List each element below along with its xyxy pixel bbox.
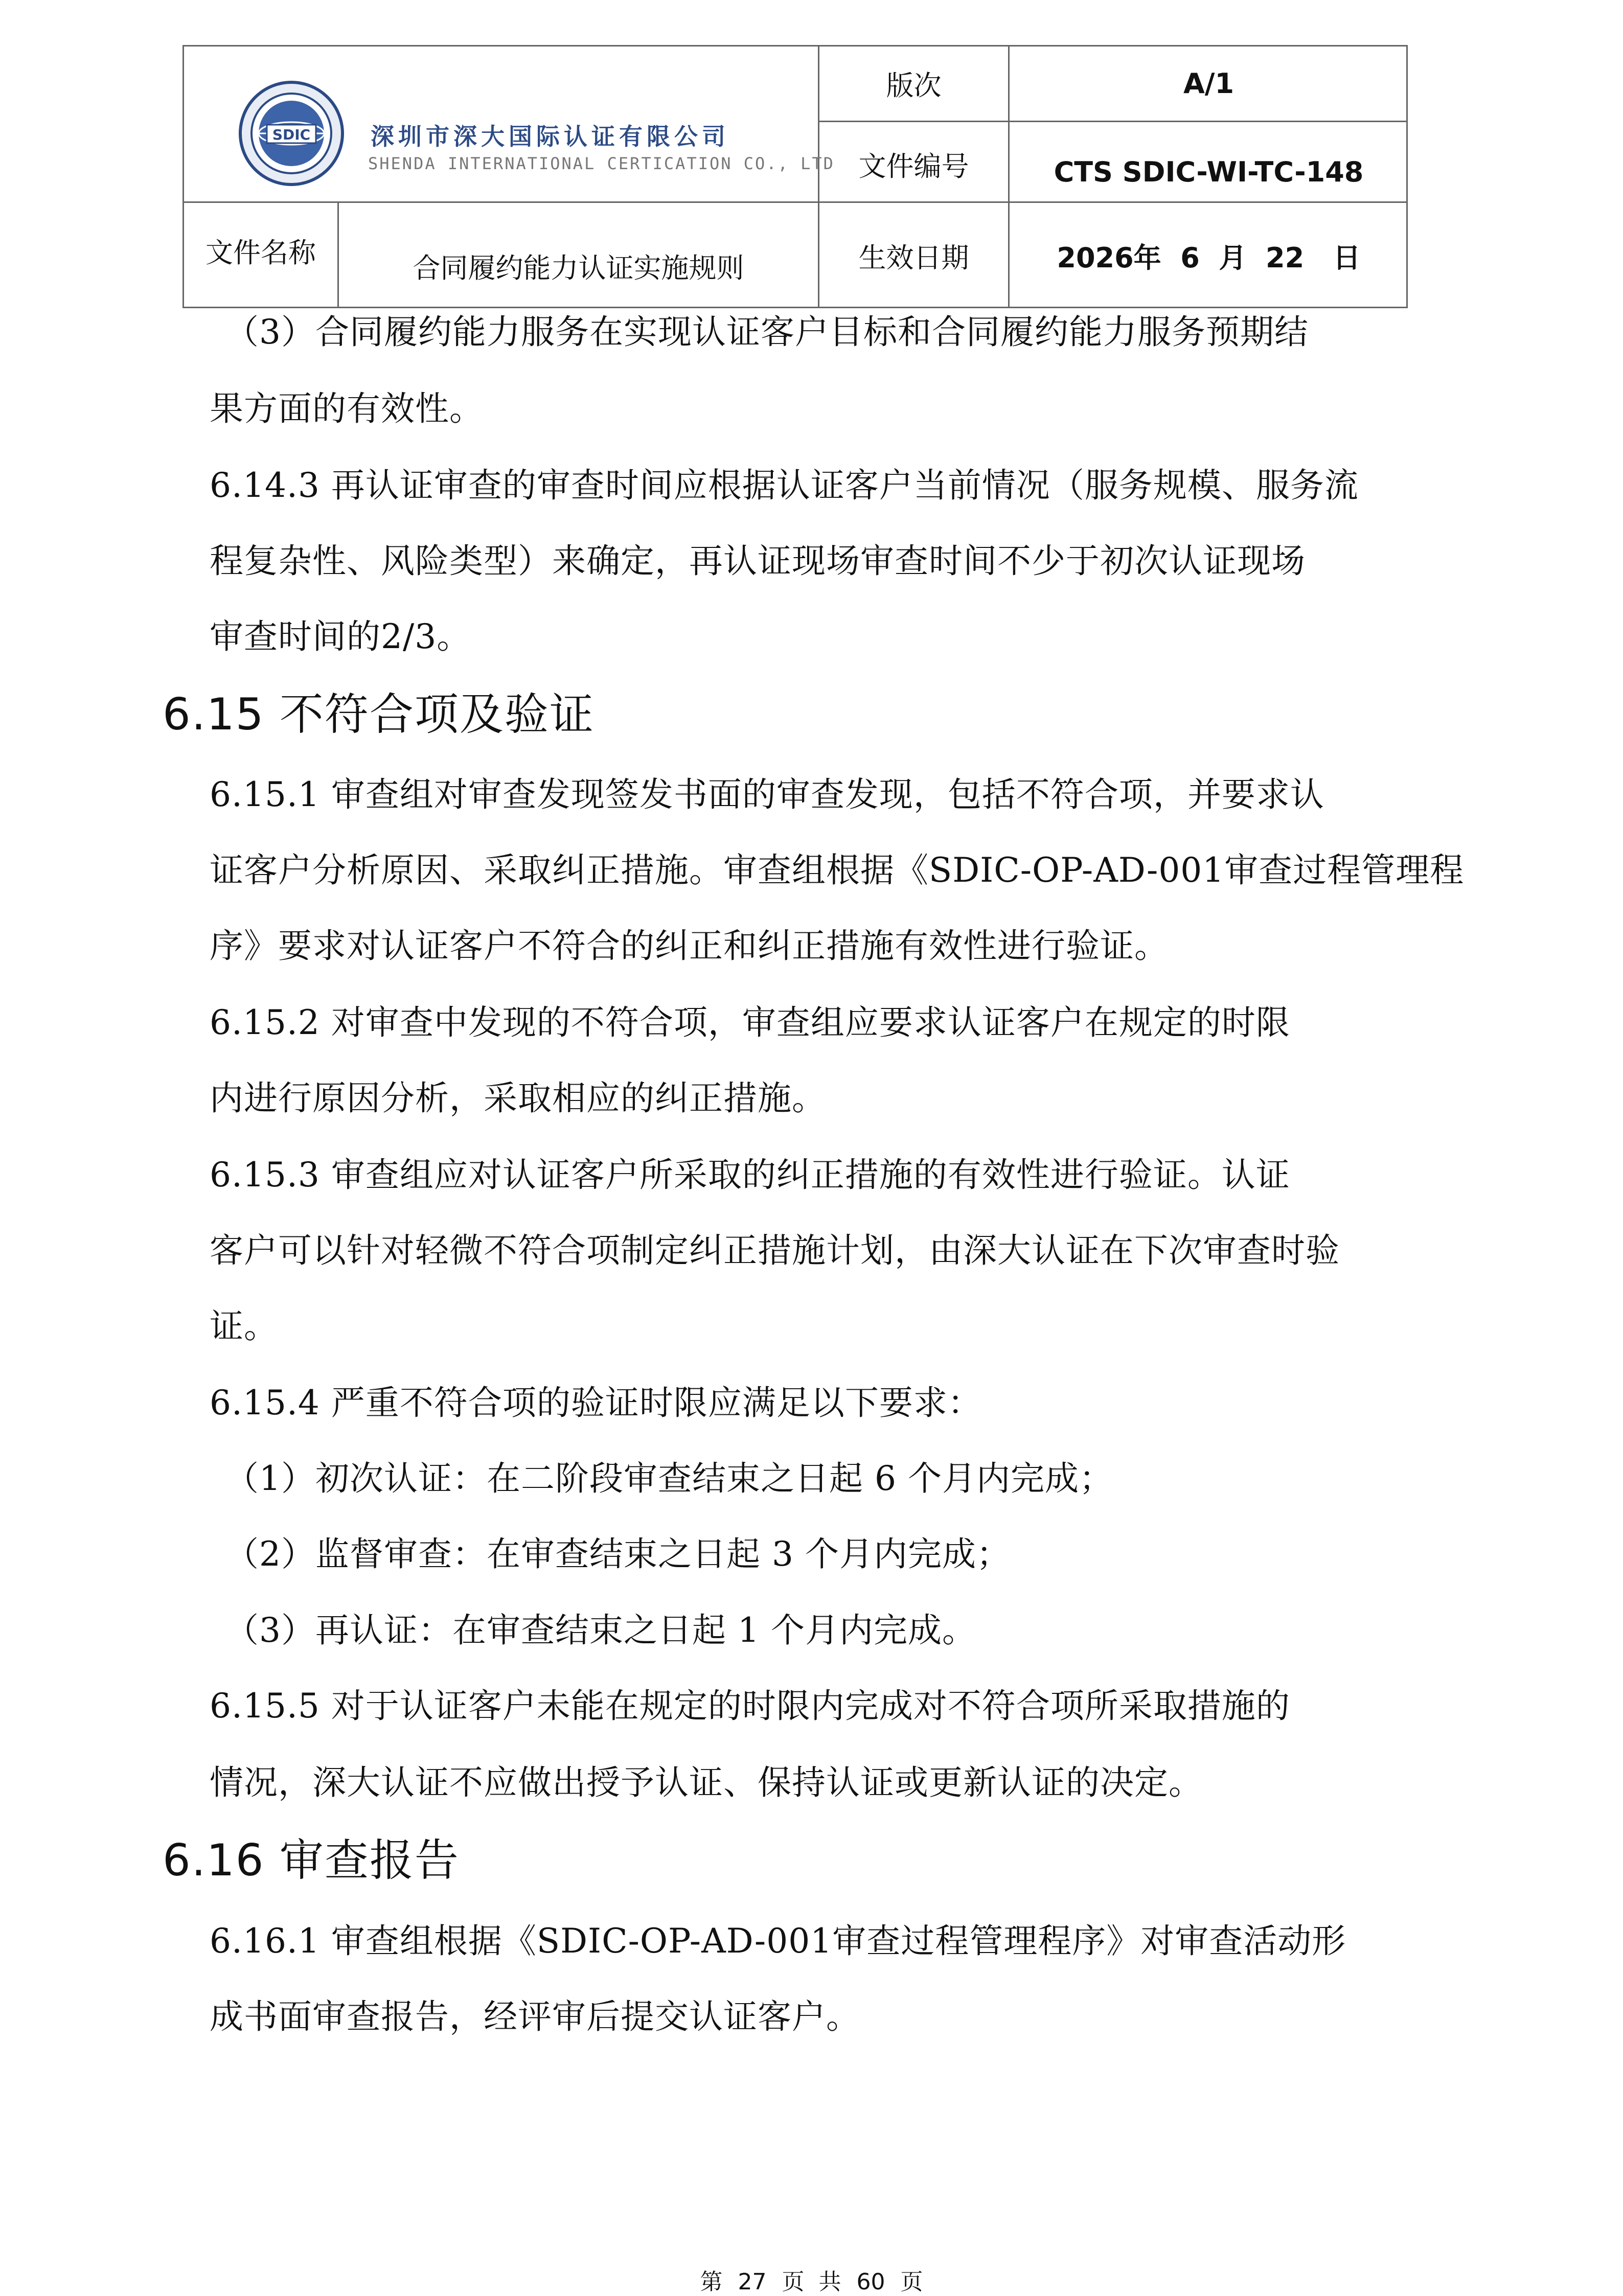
company-name-cn: 深圳市深大国际认证有限公司 — [371, 123, 729, 150]
paragraph-line: 证。 — [210, 1306, 278, 1346]
sdic-logo-icon — [230, 75, 358, 192]
paragraph-line: 6.15.2 对审查中发现的不符合项，审查组应要求认证客户在规定的时限 — [210, 1003, 1290, 1042]
paragraph-line: 序》要求对认证客户不符合的纠正和纠正措施有效性进行验证。 — [210, 926, 1169, 966]
version-value: A/1 — [1183, 67, 1235, 100]
doc-number-value: CTS SDIC-WI-TC-148 — [1054, 156, 1364, 188]
section-heading: 6.16 审查报告 — [163, 1835, 460, 1886]
paragraph-line: 6.15.3 审查组应对认证客户所采取的纠正措施的有效性进行验证。认证 — [210, 1155, 1290, 1195]
paragraph-line: 果方面的有效性。 — [210, 389, 484, 428]
paragraph-line: 审查时间的2/3。 — [210, 617, 471, 656]
effective-date-value: 2026年 6 月 22 日 — [1057, 241, 1361, 274]
paragraph-line: 内进行原因分析，采取相应的纠正措施。 — [210, 1078, 826, 1118]
version-label: 版次 — [886, 70, 942, 102]
paragraph-line: （2）监督审查：在审查结束之日起 3 个月内完成； — [225, 1534, 1011, 1574]
page-number: 27 — [738, 2269, 767, 2295]
company-name-en: SHENDA INTERNATIONAL CERTICATION CO., LTD — [368, 154, 835, 173]
footer-prefix: 第 — [700, 2269, 723, 2295]
paragraph-line: 证客户分析原因、采取纠正措施。审查组根据《SDIC-OP-AD-001审查过程管理程 — [210, 851, 1465, 890]
document-header-table — [182, 45, 1408, 308]
total-pages: 60 — [856, 2269, 885, 2295]
paragraph-line: 成书面审查报告，经评审后提交认证客户。 — [210, 1997, 860, 2036]
company-logo — [230, 75, 835, 192]
paragraph-line: 6.15.1 审查组对审查发现签发书面的审查发现，包括不符合项，并要求认 — [210, 775, 1324, 814]
effective-date-label: 生效日期 — [858, 241, 969, 274]
paragraph-line: 6.15.4 严重不符合项的验证时限应满足以下要求： — [210, 1383, 982, 1422]
paragraph-line: （3）再认证：在审查结束之日起 1 个月内完成。 — [225, 1611, 976, 1650]
paragraph-line: 6.15.5 对于认证客户未能在规定的时限内完成对不符合项所采取措施的 — [210, 1686, 1290, 1726]
page-footer — [0, 2263, 1623, 2296]
paragraph-line: 6.16.1 审查组根据《SDIC-OP-AD-001审查过程管理程序》对审查活动形 — [210, 1921, 1346, 1961]
paragraph-line: （1）初次认证：在二阶段审查结束之日起 6 个月内完成； — [225, 1459, 1113, 1498]
svg-text:SDIC: SDIC — [272, 126, 311, 143]
doc-number-label: 文件编号 — [858, 150, 969, 182]
paragraph-line: 客户可以针对轻微不符合项制定纠正措施计划，由深大认证在下次审查时验 — [210, 1231, 1340, 1270]
paragraph-line: 程复杂性、风险类型）来确定，再认证现场审查时间不少于初次认证现场 — [210, 541, 1306, 581]
paragraph-line: 6.14.3 再认证审查的审查时间应根据认证客户当前情况（服务规模、服务流 — [210, 466, 1359, 505]
doc-name-label: 文件名称 — [205, 237, 316, 269]
paragraph-line: 情况，深大认证不应做出授予认证、保持认证或更新认证的决定。 — [210, 1763, 1203, 1802]
doc-name-value: 合同履约能力认证实施规则 — [413, 251, 744, 284]
footer-suffix: 页 — [900, 2269, 923, 2295]
paragraph-line: （3）合同履约能力服务在实现认证客户目标和合同履约能力服务预期结 — [225, 312, 1309, 352]
section-heading: 6.15 不符合项及验证 — [163, 689, 595, 740]
footer-middle: 页 共 — [782, 2269, 841, 2295]
